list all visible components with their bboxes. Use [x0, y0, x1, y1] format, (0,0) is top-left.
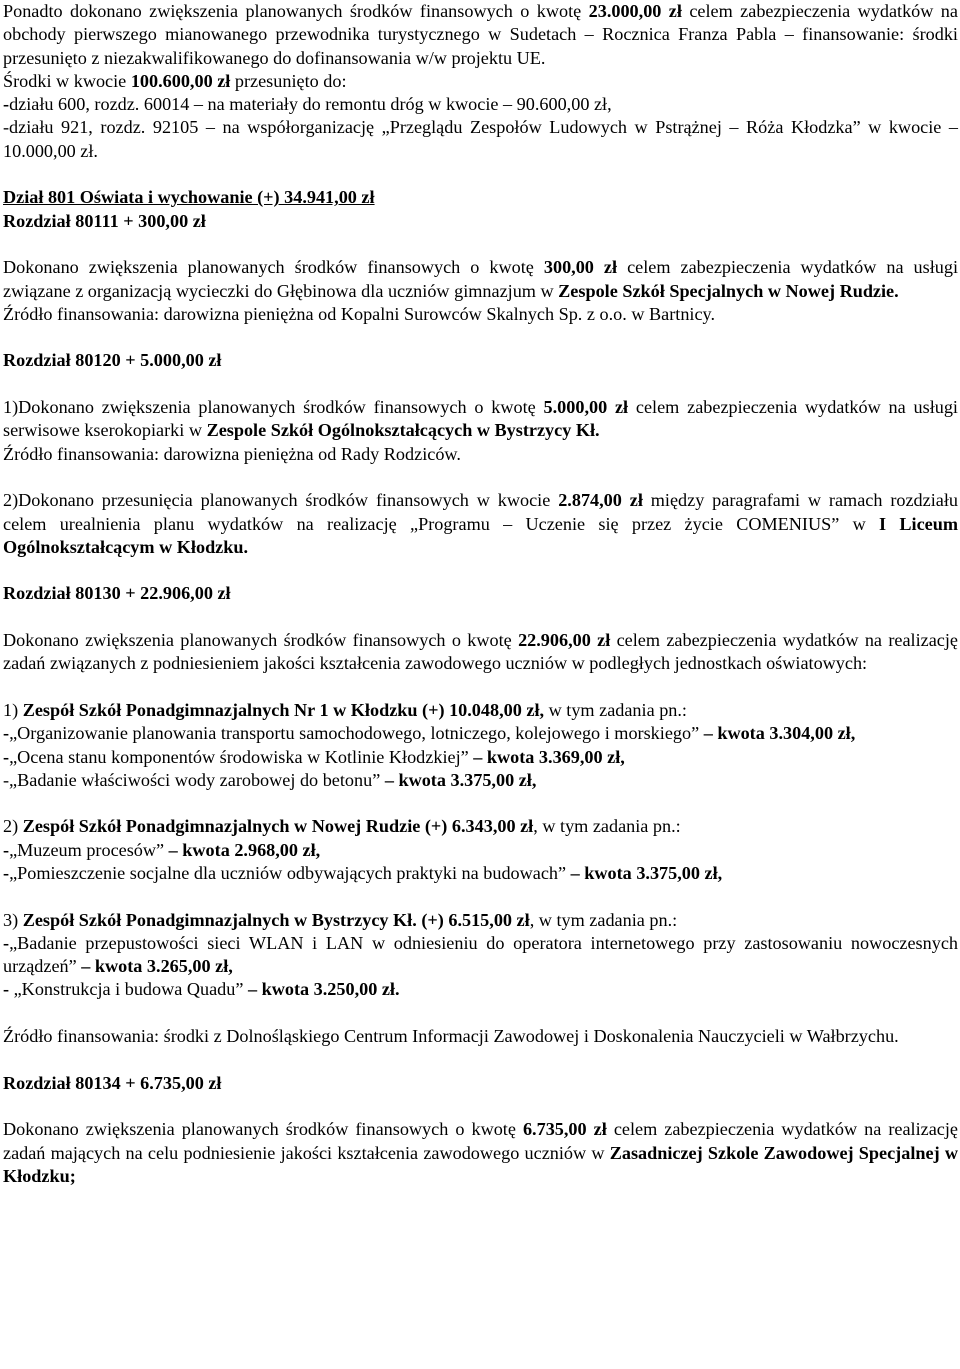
paragraph: [3, 443, 958, 466]
text-run: celem zabezpieczenia wydatków na usługi serwisowe kserokopiarki w: [3, 397, 958, 441]
text-run: Dokonano zwiększenia planowanych środków finansowych o kwotę: [3, 257, 544, 278]
text-run: 2): [3, 816, 23, 837]
text-run: 2)Dokonano przesunięcia planowanych środków finansowych w kwocie: [3, 490, 559, 511]
paragraph: [3, 256, 958, 303]
paragraph-gap: [3, 233, 958, 256]
paragraph: [3, 210, 958, 233]
paragraph-gap: [3, 885, 958, 908]
bold-text-run: -: [3, 862, 10, 883]
paragraph-gap: [3, 373, 958, 396]
bold-text-run: 22.906,00 zł: [518, 630, 611, 651]
paragraph-gap: [3, 326, 958, 349]
paragraph: [3, 909, 958, 932]
bold-text-run: -: [3, 979, 14, 1000]
bold-text-run: – kwota 3.250,00 zł.: [247, 979, 400, 1000]
paragraph-gap: [3, 606, 958, 629]
bold-text-run: -: [3, 932, 10, 953]
paragraph: [3, 1118, 958, 1188]
bold-text-run: Zespół Szkół Ponadgimnazjalnych Nr 1 w Kłodzku (+) 10.048,00 zł,: [22, 699, 545, 720]
paragraph: [3, 186, 958, 209]
text-run: 3): [3, 909, 23, 930]
text-run: „Pomieszczenie socjalne dla uczniów odbywających praktyki na budowach”: [9, 862, 571, 883]
paragraph: [3, 93, 958, 116]
text-run: przesunięto do:: [230, 70, 347, 91]
text-run: celem zabezpieczenia wydatków na usługi związane z organizacją wycieczki do Głębinowa dla uczniów gimnazjum w: [3, 257, 959, 301]
text-run: Dokonano zwiększenia planowanych środków finansowych o kwotę: [3, 630, 519, 651]
paragraph: [3, 932, 958, 979]
paragraph: [3, 1025, 958, 1048]
paragraph: [3, 839, 958, 862]
bold-text-run: – kwota 3.304,00 zł,: [703, 723, 856, 744]
bold-text-run: Dział 801 Oświata i wychowanie (+) 34.941,00 zł: [3, 187, 375, 208]
bold-text-run: Rozdział 80111 + 300,00 zł: [3, 210, 206, 231]
paragraph: [3, 303, 958, 326]
paragraph: [3, 70, 958, 93]
text-run: „Badanie przepustowości sieci WLAN i LAN w odniesieniu do operatora internetowego przy zastosowaniu nowoczesnych urządzeń”: [3, 932, 958, 977]
text-run: „Ocena stanu komponentów środowiska w Kotlinie Kłodzkiej”: [9, 746, 474, 767]
paragraph: [3, 746, 958, 769]
paragraph: [3, 116, 958, 163]
bold-text-run: I Liceum Ogólnokształcącym w Kłodzku.: [3, 513, 958, 557]
bold-text-run: 100.600,00 zł: [130, 70, 231, 91]
paragraph: [3, 699, 958, 722]
paragraph: [3, 629, 958, 676]
paragraph: [3, 582, 958, 605]
bold-text-run: Zespół Szkół Ponadgimnazjalnych w Nowej Rudzie (+) 6.343,00 zł: [22, 816, 534, 837]
paragraph: [3, 769, 958, 792]
bold-text-run: -: [3, 839, 10, 860]
bold-text-run: 5.000,00 zł: [543, 397, 629, 418]
paragraph-gap: [3, 676, 958, 699]
bold-text-run: – kwota 3.375,00 zł,: [570, 862, 723, 883]
text-run: , w tym zadania pn.:: [529, 909, 678, 930]
bold-text-run: Rozdział 80134 + 6.735,00 zł: [3, 1072, 222, 1093]
text-run: 1)Dokonano zwiększenia planowanych środków finansowych o kwotę: [3, 397, 544, 418]
bold-text-run: Zespole Szkół Specjalnych w Nowej Rudzie.: [558, 280, 899, 301]
bold-text-run: 6.735,00 zł: [522, 1119, 607, 1140]
bold-text-run: -: [3, 746, 10, 767]
text-run: -działu 921, rozdz. 92105 – na współorganizację „Przeglądu Zespołów Ludowych w Pstrążnej – Róża Kłodzka” w kwocie – 10.000,00 zł.: [3, 117, 958, 161]
paragraph: [3, 489, 958, 559]
bold-text-run: Zespole Szkół Ogólnokształcących w Bystrzycy Kł.: [206, 420, 600, 441]
paragraph-gap: [3, 1048, 958, 1071]
bold-text-run: – kwota 2.968,00 zł,: [168, 839, 321, 860]
text-run: 1): [3, 699, 23, 720]
text-run: „Muzeum procesów”: [9, 839, 169, 860]
bold-text-run: Zasadniczej Szkole Zawodowej Specjalnej w Kłodzku;: [3, 1142, 958, 1186]
paragraph-gap: [3, 163, 958, 186]
paragraph: [3, 0, 958, 70]
bold-text-run: Zespół Szkół Ponadgimnazjalnych w Bystrzycy Kł. (+) 6.515,00 zł: [22, 909, 530, 930]
paragraph: [3, 862, 958, 885]
paragraph: [3, 396, 958, 443]
text-run: Środki w kwocie: [3, 70, 131, 91]
text-run: „Konstrukcja i budowa Quadu”: [13, 979, 248, 1000]
bold-text-run: -: [3, 723, 10, 744]
bold-text-run: Rozdział 80120 + 5.000,00 zł: [3, 350, 222, 371]
text-run: między paragrafami w ramach rozdziału celem urealnienia planu wydatków na realizację „Programu – Uczenie się przez życie COMENIUS” w: [3, 490, 958, 534]
text-run: Źródło finansowania: darowizna pieniężna od Rady Rodziców.: [3, 443, 461, 464]
bold-text-run: 23.000,00 zł: [588, 1, 682, 21]
text-run: Ponadto dokonano zwiększenia planowanych środków finansowych o kwotę: [3, 1, 589, 21]
paragraph: [3, 978, 958, 1001]
text-run: Dokonano zwiększenia planowanych środków finansowych o kwotę: [3, 1119, 523, 1140]
bold-text-run: – kwota 3.369,00 zł,: [473, 746, 625, 767]
paragraph-gap: [3, 559, 958, 582]
text-run: celem zabezpieczenia wydatków na realizację zadań związanych z podniesieniem jakości kształcenia zawodowego uczniów w podległych jednostkach oświatowych:: [3, 630, 958, 674]
bold-text-run: 2.874,00 zł: [558, 490, 643, 511]
paragraph-gap: [3, 1002, 958, 1025]
text-run: celem zabezpieczenia wydatków na obchody pierwszego mianowanego przewodnika turystycznego w Sudetach – Rocznica Franza Pabla – finansowanie: środki przesunięto z niezakwalifikowanego do dofinansowania w/w projektu UE.: [3, 1, 958, 68]
paragraph: [3, 1072, 958, 1095]
text-run: w tym zadania pn.:: [544, 699, 687, 720]
paragraph-gap: [3, 466, 958, 489]
paragraph: [3, 815, 958, 838]
paragraph-gap: [3, 792, 958, 815]
bold-text-run: -: [3, 94, 10, 115]
text-run: „Organizowanie planowania transportu samochodowego, lotniczego, kolejowego i morskiego”: [9, 723, 704, 744]
text-run: działu 600, rozdz. 60014 – na materiały do remontu dróg w kwocie – 90.600,00 zł,: [9, 94, 612, 115]
text-run: , w tym zadania pn.:: [533, 816, 681, 837]
text-run: -„Badanie właściwości wody zarobowej do betonu”: [3, 769, 385, 790]
bold-text-run: Rozdział 80130 + 22.906,00 zł: [3, 583, 231, 604]
text-run: Źródło finansowania: środki z Dolnośląskiego Centrum Informacji Zawodowej i Doskonalenia Nauczycieli w Wałbrzychu.: [3, 1026, 899, 1047]
paragraph: [3, 722, 958, 745]
paragraph-gap: [3, 1095, 958, 1118]
text-run: celem zabezpieczenia wydatków na realizację zadań mających na celu podniesienie jakości kształcenia zawodowego uczniów w: [3, 1119, 958, 1163]
text-run: Źródło finansowania: darowizna pieniężna od Kopalni Surowców Skalnych Sp. z o.o. w Bartnicy.: [3, 303, 716, 324]
paragraph: [3, 349, 958, 372]
bold-text-run: 300,00 zł: [543, 257, 618, 278]
bold-text-run: – kwota 3.375,00 zł,: [384, 769, 537, 790]
bold-text-run: – kwota 3.265,00 zł,: [81, 956, 233, 977]
